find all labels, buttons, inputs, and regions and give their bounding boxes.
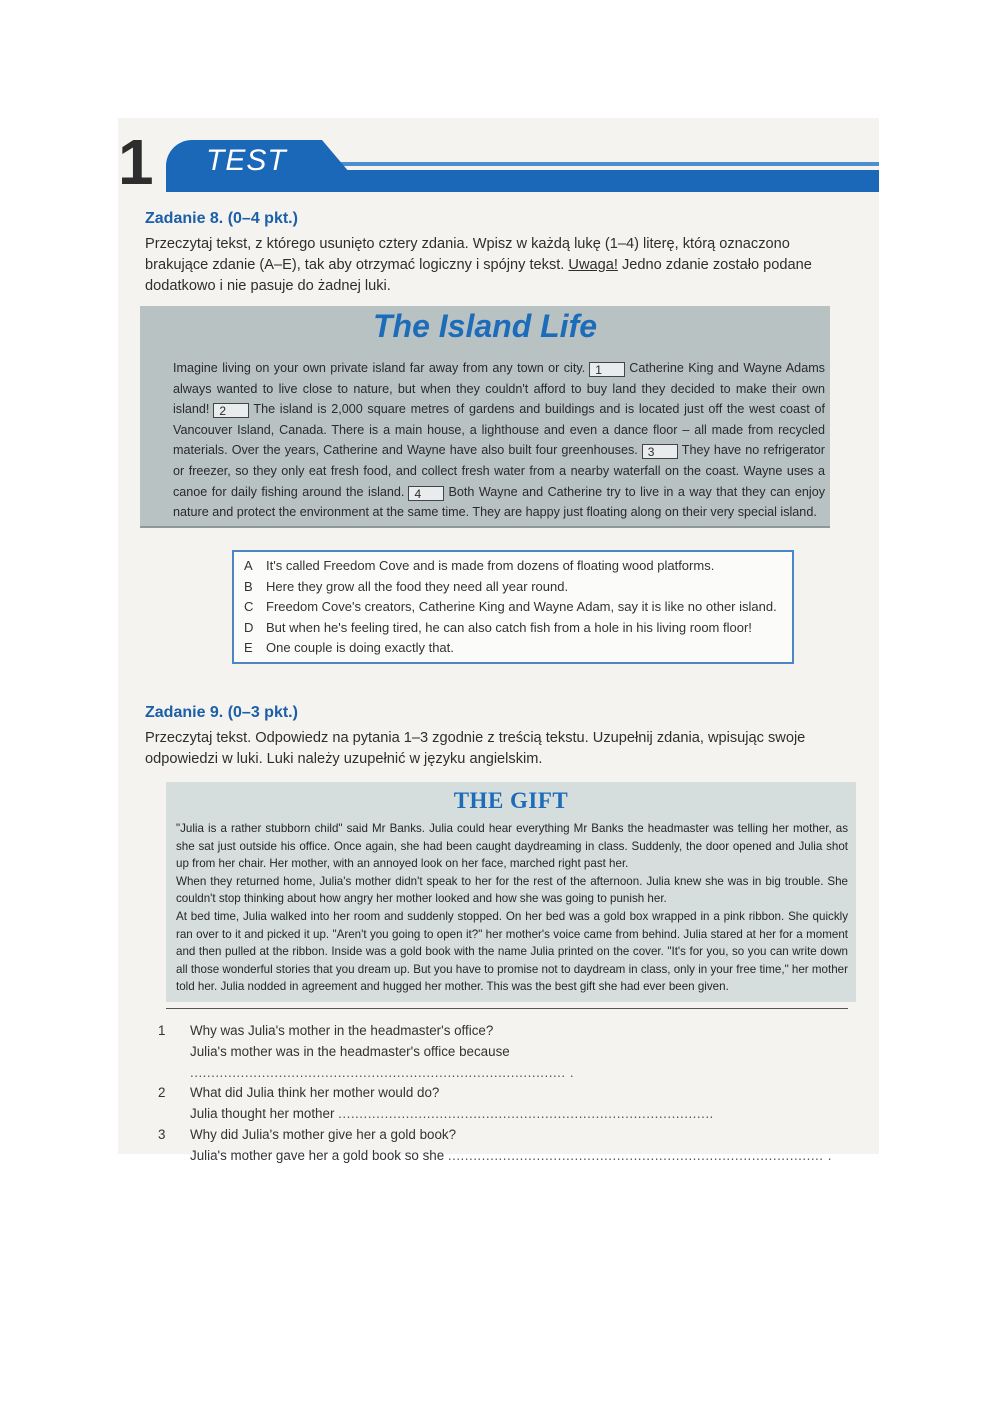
answer-blank[interactable]: ......................................................................................... . [190,1064,575,1080]
option-letter: D [244,619,254,635]
gap-3-box[interactable]: 3 [642,444,678,459]
question-text: What did Julia think her mother would do? [190,1085,440,1101]
island-life-title: The Island Life [372,308,598,344]
the-gift-panel [166,782,856,1002]
answer-line-3[interactable] [158,1146,858,1167]
task-8-instructions-text: Przeczytaj tekst, z którego usunięto cztery zdania. Wpisz w każdą lukę (1–4) literę, którą oznaczono brakujące zdanie (A–E), tak aby otrzymać logiczny i spójny tekst. [145,236,790,273]
option-b [244,577,782,598]
task-9-title: Zadanie 9. (0–3 pkt.) [145,704,298,721]
gap-1-box[interactable]: 1 [589,362,625,377]
the-gift-text [176,820,848,996]
question-2 [158,1083,858,1125]
gift-paragraph-2: When they returned home, Julia's mother didn't speak to her for the rest of the afternoon. Julia knew she was in big trouble. She couldn't stop thinking about how angry her mother looked and how she was going to punish her. [176,874,848,906]
answer-options-box [232,550,794,664]
option-text: Freedom Cove's creators, Catherine King and Wayne Adam, say it is like no other island. [266,599,777,615]
task-8-title: Zadanie 8. (0–4 pkt.) [145,210,298,227]
island-text-segment: The island is 2,000 square metres of gardens and buildings and is located just off the west coast of Vancouver Island, Canada. There is a main house, a lighthouse and even a dance floor – all made from recycled materials. Over the years, Catherine and Wayne have also built four greenhouses. [173,402,825,458]
island-text-segment: They have no refrigerator or freezer, so they only eat fresh food, and collect fresh water from a nearby waterfall on the coast. Wayne uses a canoe for daily fishing around the island. [173,443,825,499]
option-letter: E [244,640,253,656]
test-label: TEST [206,144,287,177]
task-9-instructions: Przeczytaj tekst. Odpowiedz na pytania 1–3 zgodnie z treścią tekstu. Uzupełnij zdania, wpisując swoje odpowiedzi w luki. Luki należy uzupełnić w języku angielskim. [145,730,806,767]
island-life-panel [140,306,830,528]
option-e [244,638,782,659]
option-text: It's called Freedom Cove and is made from dozens of floating wood platforms. [266,558,715,573]
island-text-segment: Imagine living on your own private island far away from any town or city. [173,361,586,375]
task-8-instructions-extra: Jedno zdanie zostało podane dodatkowo i nie pasuje do żadnej luki. [145,257,812,294]
gift-paragraph-3: At bed time, Julia walked into her room and suddenly stopped. On her bed was a gold box wrapped in a pink ribbon. She quickly ran over to it and picked it up. "Aren't you going to open it?" her mother's voice came from behind. Julia stared at her for a moment and then pulled at the ribbon. Inside was a gold book with the name Julia printed on the cover. "It's for you, so you can write down all those wonderful stories that you dream up. But you have to promise not to daydream in class, only in your free time," her mother told her. Julia nodded in agreement and hugged her mother. This was the best gift she had ever been given. [176,909,848,994]
island-text-segment: Both Wayne and Catherine try to live in a way that they can enjoy nature and protect the environment at the same time. They are happy just floating along on their very special island. [173,484,825,520]
answer-stem: Julia's mother was in the headmaster's office because [190,1043,510,1059]
island-text-segment: Catherine King and Wayne Adams always wanted to live close to nature, but when they couldn't afford to buy land they decided to make their own island! [173,361,825,417]
option-text: But when he's feeling tired, he can also catch fish from a hole in his living room floor! [266,619,752,635]
island-life-text [173,358,825,523]
task-8-instructions [145,234,845,297]
answer-blank[interactable]: ......................................................................................... . [447,1147,832,1163]
gap-2-box[interactable]: 2 [213,403,249,418]
answer-line-2[interactable] [158,1104,858,1125]
the-gift-title: THE GIFT [453,788,569,813]
answer-line-1[interactable] [158,1042,858,1084]
option-letter: B [244,578,253,594]
question-number: 1 [158,1023,166,1038]
divider-line [166,1008,848,1009]
question-text: Why was Julia's mother in the headmaster's office? [190,1023,494,1038]
option-a [244,556,782,577]
gap-4-box[interactable]: 4 [408,486,444,501]
answer-stem: Julia thought her mother [190,1106,335,1122]
option-text: Here they grow all the food they need all year round. [266,578,569,594]
question-number: 3 [158,1126,166,1142]
answer-stem: Julia's mother gave her a gold book so she [190,1147,445,1163]
gift-paragraph-1: "Julia is a rather stubborn child" said Mr Banks. Julia could hear everything Mr Banks the headmaster was telling her mother, as she sat just outside his office. Once again, she had been caught daydreaming in class. Suddenly, the door opened and Julia shot up from her chair. Her mother, with an annoyed look on her face, marched right past her. [176,822,848,871]
worksheet-page [118,118,879,1163]
answer-blank[interactable]: ......................................................................................... [338,1106,714,1122]
test-header-band [166,140,879,192]
option-letter: C [244,599,254,615]
question-text: Why did Julia's mother give her a gold book? [190,1126,457,1142]
questions-list [158,1021,858,1167]
option-text: One couple is doing exactly that. [266,640,454,656]
question-1 [158,1021,858,1083]
question-3 [158,1125,858,1167]
option-d [244,618,782,639]
unit-number: 1 [118,126,154,198]
option-c [244,597,782,618]
task-8-warning: Uwaga! [568,257,618,273]
header-stripe [346,170,879,192]
header-thin-stripe [336,162,879,166]
option-letter: A [244,558,253,573]
question-number: 2 [158,1085,166,1101]
